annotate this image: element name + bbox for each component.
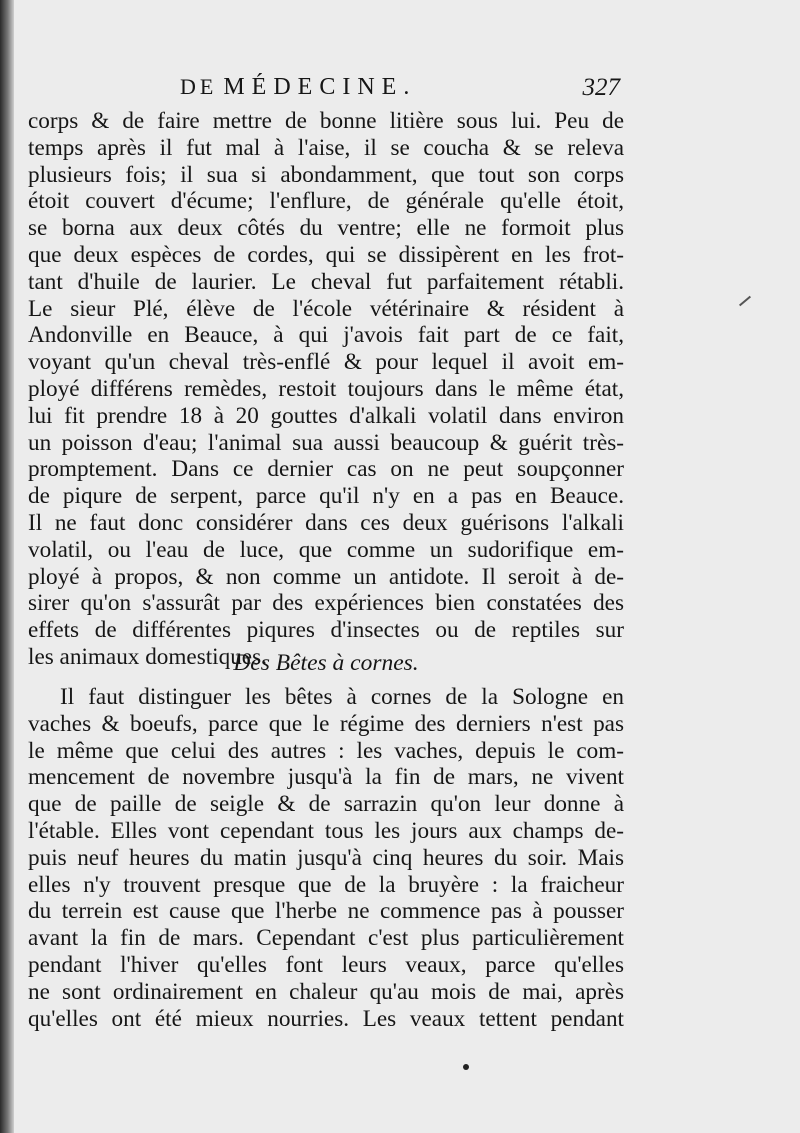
text-line: de piqure de serpent, parce qu'il n'y en a pas en Beauce. bbox=[28, 483, 624, 510]
running-head-title bbox=[180, 74, 416, 101]
text-line: que de paille de seigle & de sarrazin qu'on leur donne à bbox=[28, 791, 624, 818]
ink-mark bbox=[739, 296, 751, 307]
text-line: qu'elles ont été mieux nourries. Les veaux tettent pendant bbox=[28, 1005, 624, 1032]
text-line: Andonville en Beauce, à qui j'avois fait part de ce fait, bbox=[28, 322, 624, 349]
text-line: tant d'huile de laurier. Le cheval fut parfaitement rétabli. bbox=[28, 268, 624, 295]
text-line: mencement de novembre jusqu'à la fin de mars, ne vivent bbox=[28, 764, 624, 791]
text-line: du terrein est cause que l'herbe ne commence pas à pousser bbox=[28, 898, 624, 925]
text-line: Il ne faut donc considérer dans ces deux guérisons l'alkali bbox=[28, 509, 624, 536]
text-line: étoit couvert d'écume; l'enflure, de générale qu'elle étoit, bbox=[28, 188, 624, 215]
text-line: elles n'y trouvent presque que de la bruyère : la fraicheur bbox=[28, 871, 624, 898]
text-line: sirer qu'on s'assurât par des expériences bien constatées des bbox=[28, 590, 624, 617]
text-line: avant la fin de mars. Cependant c'est plus particulièrement bbox=[28, 925, 624, 952]
text-line: vaches & boeufs, parce que le régime des derniers n'est pas bbox=[28, 710, 624, 737]
paragraph-section bbox=[28, 684, 624, 1032]
text-line: effets de différentes piqures d'insectes ou de reptiles sur bbox=[28, 617, 624, 644]
text-line: Le sieur Plé, élève de l'école vétérinaire & résident à bbox=[28, 295, 624, 322]
text-line: plusieurs fois; il sua si abondamment, que tout son corps bbox=[28, 161, 624, 188]
text-line: ployé à propos, & non comme un antidote. Il seroit à de- bbox=[28, 563, 624, 590]
text-line: les animaux domestiques. bbox=[28, 643, 267, 670]
page-number: 327 bbox=[582, 74, 620, 101]
signature-dot bbox=[463, 1064, 469, 1070]
text-line: se borna aux deux côtés du ventre; elle ne formoit plus bbox=[28, 215, 624, 242]
page-gutter-shadow bbox=[0, 0, 14, 1133]
text-line: que deux espèces de cordes, qui se dissipèrent en les frot- bbox=[28, 241, 624, 268]
text-line: ployé différens remèdes, restoit toujours dans le même état, bbox=[28, 375, 624, 402]
paragraph-continuation bbox=[28, 108, 624, 671]
text-line: Il faut distinguer les bêtes à cornes de la Sologne en bbox=[60, 684, 624, 710]
text-line: puis neuf heures du matin jusqu'à cinq heures du soir. Mais bbox=[28, 844, 624, 871]
text-line: promptement. Dans ce dernier cas on ne peut soupçonner bbox=[28, 456, 624, 483]
section-title: Des Bêtes à cornes. bbox=[233, 650, 419, 676]
text-line: lui fit prendre 18 à 20 gouttes d'alkali volatil dans environ bbox=[28, 402, 624, 429]
text-line: temps après il fut mal à l'aise, il se coucha & se releva bbox=[28, 134, 624, 161]
text-line: un poisson d'eau; l'animal sua aussi beaucoup & guérit très- bbox=[28, 429, 624, 456]
text-line: corps & de faire mettre de bonne litière sous lui. Peu de bbox=[28, 108, 624, 134]
text-line: ne sont ordinairement en chaleur qu'au mois de mai, après bbox=[28, 978, 624, 1005]
running-head-medecine: MÉDECINE. bbox=[223, 74, 417, 100]
text-line: volatil, ou l'eau de luce, que comme un sudorifique em- bbox=[28, 536, 624, 563]
text-line: voyant qu'un cheval très-enflé & pour lequel il avoit em- bbox=[28, 349, 624, 376]
text-line: l'étable. Elles vont cependant tous les jours aux champs de- bbox=[28, 817, 624, 844]
text-line: pendant l'hiver qu'elles font leurs veaux, parce qu'elles bbox=[28, 951, 624, 978]
running-head bbox=[180, 74, 620, 106]
running-head-de: DE bbox=[180, 74, 218, 99]
text-line: le même que celui des autres : les vaches, depuis le com- bbox=[28, 737, 624, 764]
